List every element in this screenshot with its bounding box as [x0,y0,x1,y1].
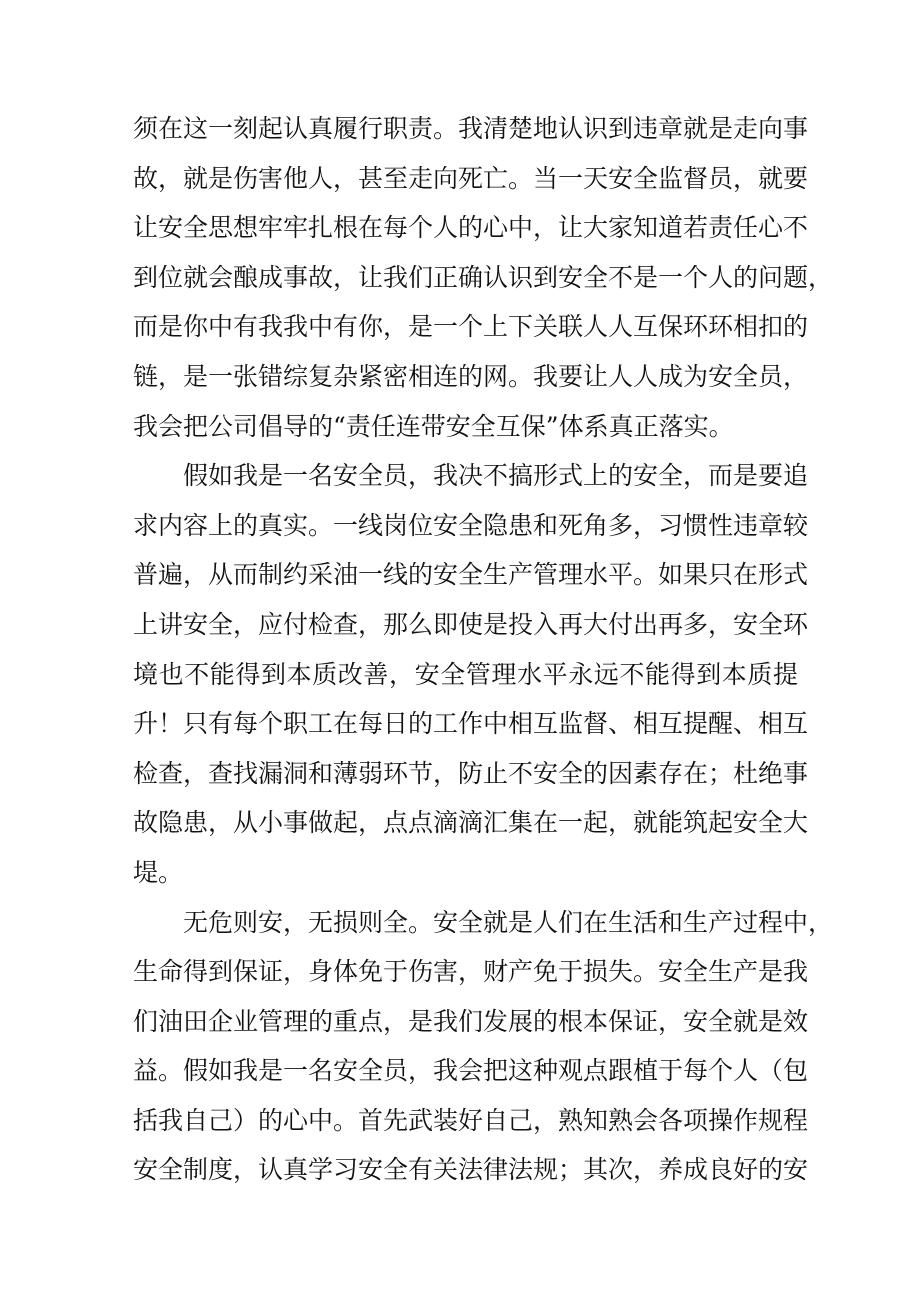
text-line: 境也不能得到本质改善，安全管理水平永远不能得到本质提 [133,659,798,689]
text-line: 求内容上的真实。一线岗位安全隐患和死角多，习惯性违章较 [133,510,809,540]
text-line: 升！只有每个职工在每日的工作中相互监督、相互提醒、相互 [133,709,809,739]
text-line: 而是你中有我我中有你，是一个上下关联人人互保环环相扣的 [133,312,809,342]
text-line: 故隐患，从小事做起，点点滴滴汇集在一起，就能筑起安全大 [133,808,809,838]
text-line: 普遍，从而制约采油一线的安全生产管理水平。如果只在形式 [133,560,809,590]
text-line: 让安全思想牢牢扎根在每个人的心中，让大家知道若责任心不 [133,213,809,243]
body-text [133,104,834,1195]
text-line: 堤。 [133,857,184,887]
text-line: 上讲安全，应付检查，那么即使是投入再大付出再多，安全环 [133,609,809,639]
text-line: 链，是一张错综复杂紧密相连的网。我要让人人成为安全员， [133,361,809,391]
text-line: 括我自己）的心中。首先武装好自己，熟知熟会各项操作规程 [133,1105,809,1135]
paragraph [133,451,809,897]
text-line: 们油田企业管理的重点，是我们发展的根本保证，安全就是效 [133,1006,809,1036]
text-line: 须在这一刻起认真履行职责。我清楚地认识到违章就是走向事 [133,114,809,143]
text-line: 无危则安，无损则全。安全就是人们在生活和生产过程中， [183,907,834,937]
paragraph [133,104,834,451]
text-line: 故，就是伤害他人，甚至走向死亡。当一天安全监督员，就要 [133,163,809,193]
paragraph [133,898,834,1196]
text-line: 生命得到保证，身体免于伤害，财产免于损失。安全生产是我 [133,957,809,987]
text-line: 假如我是一名安全员，我决不搞形式上的安全，而是要追 [183,461,809,491]
text-line: 我会把公司倡导的“责任连带安全互保”体系真正落实。 [133,411,734,441]
text-line: 益。假如我是一名安全员，我会把这种观点跟植于每个人（包 [133,1056,809,1086]
text-line: 安全制度，认真学习安全有关法律法规；其次，养成良好的安 [133,1155,809,1185]
text-line: 检查，查找漏洞和薄弱环节，防止不安全的因素存在；杜绝事 [133,758,809,788]
text-line: 到位就会酿成事故，让我们正确认识到安全不是一个人的问题， [133,262,834,292]
